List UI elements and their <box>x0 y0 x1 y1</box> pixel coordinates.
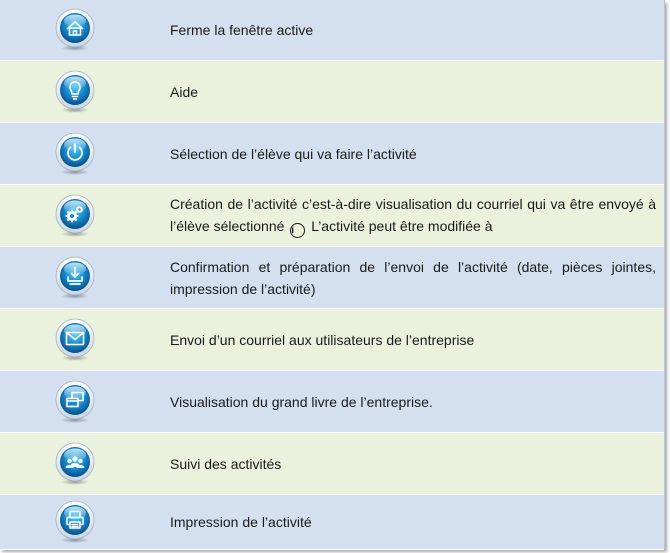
legend-row-select-student <box>0 123 664 185</box>
legend-row-confirm-send <box>0 247 664 309</box>
people-icon <box>52 441 98 487</box>
envelope-icon <box>52 317 98 363</box>
home-icon <box>52 7 98 53</box>
icon-cell <box>0 193 150 239</box>
legend-row-create-activity <box>0 185 664 247</box>
legend-text: Envoi d’un courriel aux utilisateurs de l’entreprise <box>170 331 475 348</box>
icon-cell <box>0 499 150 545</box>
legend-row-general-ledger <box>0 371 664 433</box>
info-icon: i <box>290 223 305 238</box>
legend-text-part: L’activité peut être modifiée à <box>311 218 493 234</box>
icon-cell <box>0 69 150 115</box>
icon-cell <box>0 317 150 363</box>
icon-cell <box>0 7 150 53</box>
legend-text-part: Création de l’activité c’est-à-dire visualisation du courriel qui va être envoyé à l’élève sélectionné <box>170 196 656 234</box>
legend-text <box>150 193 664 238</box>
legend-text: Aide <box>170 83 199 100</box>
power-icon <box>52 131 98 177</box>
lightbulb-icon <box>52 69 98 115</box>
legend-row-print-activity <box>0 495 664 550</box>
legend-row-close-window <box>0 0 664 61</box>
legend-text: Visualisation du grand livre de l’entreprise. <box>170 393 433 410</box>
icon-cell <box>0 379 150 425</box>
legend-text: Confirmation et préparation de l’envoi de l’activité (date, pièces jointes, impression de l’activité) <box>170 258 656 297</box>
legend-row-help <box>0 61 664 123</box>
windows-icon <box>52 379 98 425</box>
printer-icon <box>52 499 98 545</box>
download-tray-icon <box>52 255 98 301</box>
legend-row-activity-tracking <box>0 433 664 495</box>
legend-text: Impression de l’activité <box>170 514 312 530</box>
icon-cell <box>0 131 150 177</box>
legend-text: Sélection de l’élève qui va faire l’activité <box>170 145 417 162</box>
icon-cell <box>0 441 150 487</box>
legend-row-send-email <box>0 309 664 371</box>
gears-icon <box>52 193 98 239</box>
icon-cell <box>0 255 150 301</box>
legend-text: Ferme la fenêtre active <box>170 22 314 38</box>
legend-text: Suivi des activités <box>170 455 282 472</box>
